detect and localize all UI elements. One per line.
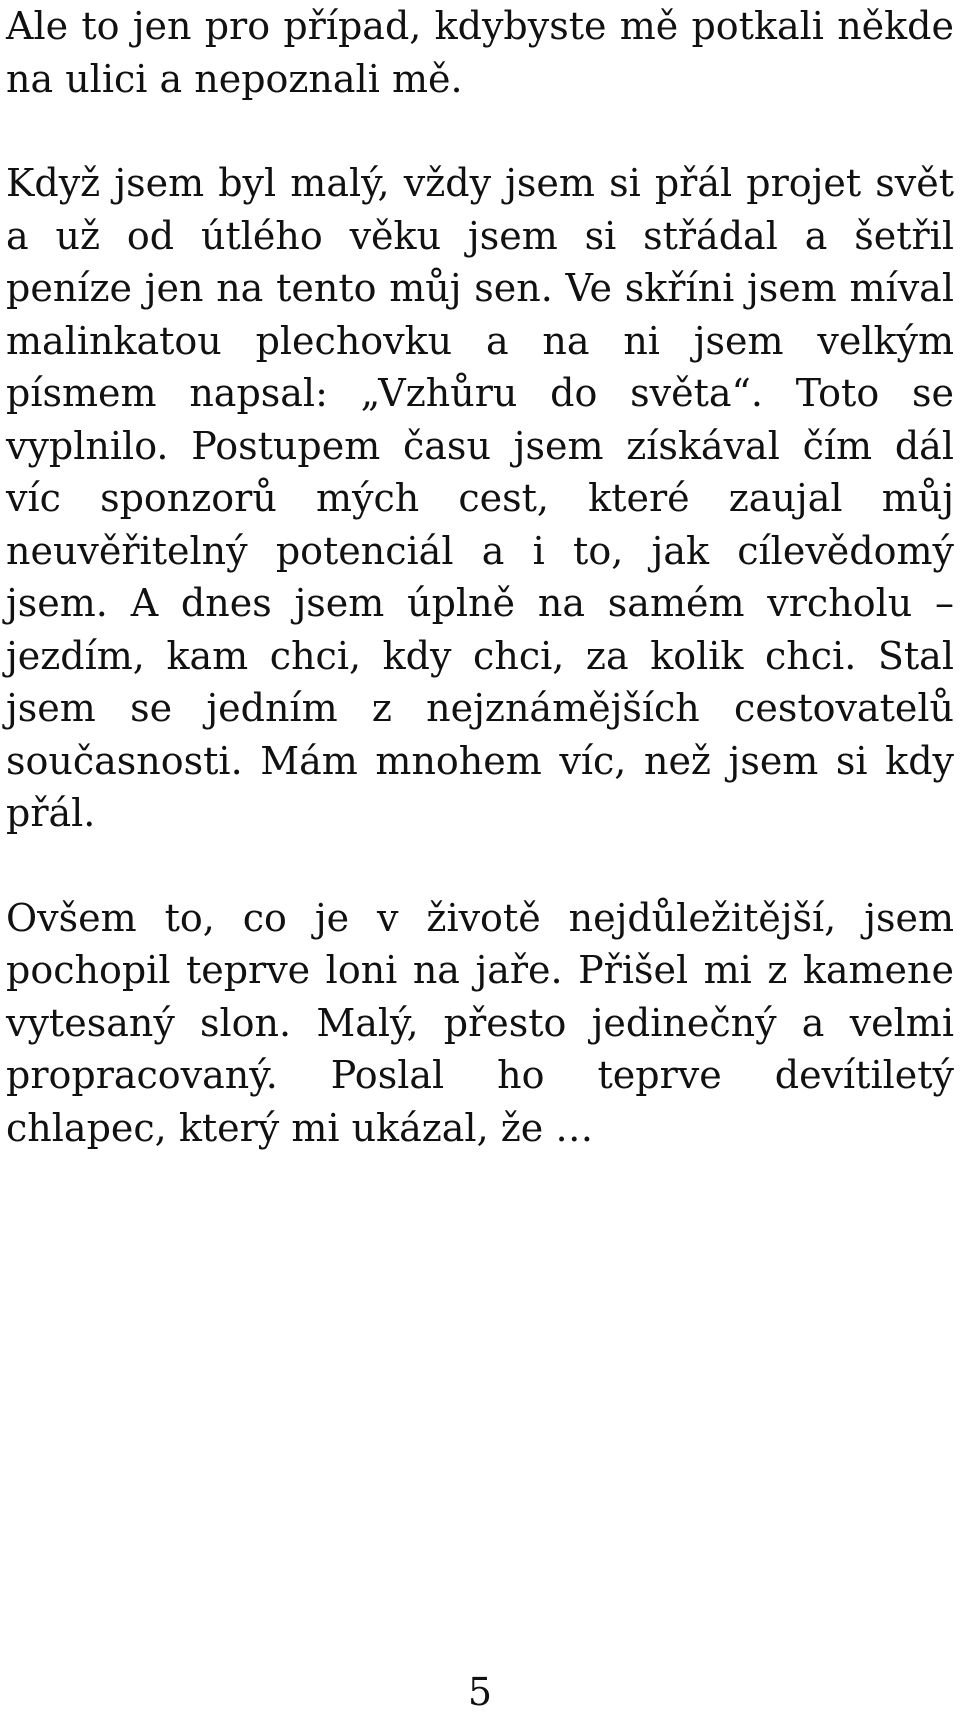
paragraph-childhood-dream: Když jsem byl malý, vždy jsem si přál projet svět a už od útlého věku jsem si střádal a šetřil peníze jen na tento můj sen. Ve skříni jsem míval malinkatou plechovku a na ni jsem velkým písmem napsal: „Vzhůru do světa“. Toto se vyplnilo. Postupem času jsem získával čím dál víc sponzorů mých cest, které zaujal můj neuvěřitelný potenciál a i to, jak cílevědomý jsem. A dnes jsem úplně na samém vrcholu – jezdím, kam chci, kdy chci, za kolik chci. Stal jsem se jedním z nejznámějších cestovatelů současnosti. Mám mnohem víc, než jsem si kdy přál. bbox=[6, 161, 954, 835]
document-page bbox=[6, 0, 954, 1154]
paragraph-intro: Ale to jen pro případ, kdybyste mě potkali někde na ulici a nepoznali mě. bbox=[6, 4, 954, 101]
paragraph-stone-elephant: Ovšem to, co je v životě nejdůležitější, jsem pochopil teprve loni na jaře. Přišel mi z kamene vytesaný slon. Malý, přesto jedinečný a velmi propracovaný. Poslal ho teprve devítiletý chlapec, který mi ukázal, že … bbox=[6, 895, 954, 1150]
page-number: 5 bbox=[467, 1670, 493, 1714]
